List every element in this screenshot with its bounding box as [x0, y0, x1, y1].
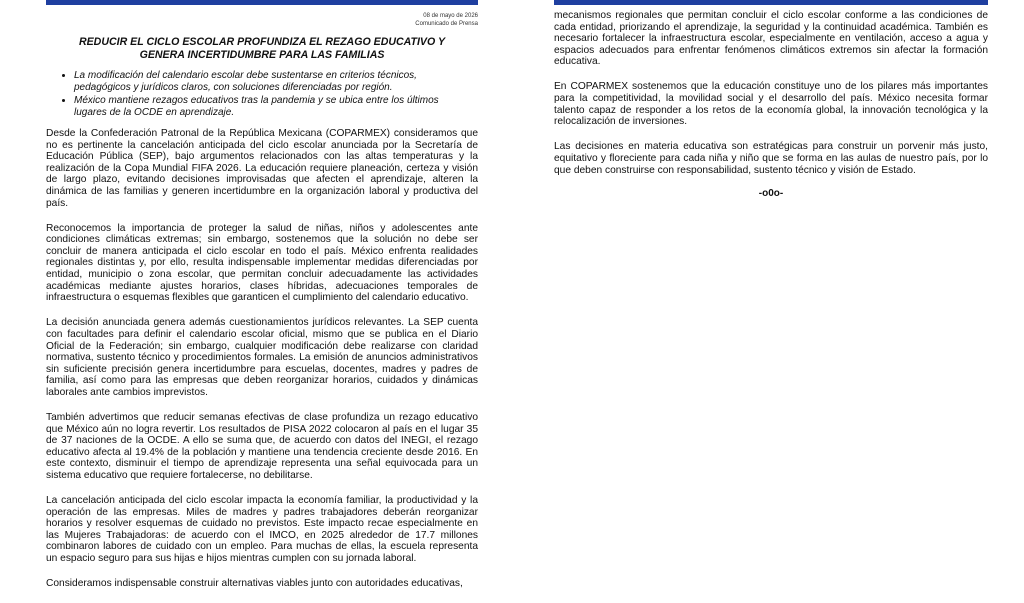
- paragraph: Reconocemos la importancia de proteger la salud de niñas, niños y adolescentes ante condiciones climáticas extremas; sin embargo, sostenemos que la solución no debe ser concluir de manera anticipada el ciclo escolar en todo el país. México enfrenta realidades regionales distintas y, por ello, resulta indispensable implementar medidas diferenciadas por entidad, municipio o zona escolar, que permitan concluir adecuadamente las actividades académicas mediante ajustes horarios, clases híbridas, adecuaciones temporales de infraestructura o esquemas flexibles que garanticen el cumplimiento del calendario educativo.: [46, 222, 478, 304]
- press-release-title: REDUCIR EL CICLO ESCOLAR PROFUNDIZA EL REZAGO EDUCATIVO Y GENERA INCERTIDUMBRE PARA LAS FAMILIAS: [78, 36, 446, 61]
- press-release-page-2: [554, 0, 988, 576]
- paragraph: En COPARMEX sostenemos que la educación constituye uno de los pilares más importantes para la competitividad, la movilidad social y el desarrollo del país. México necesita formar talento capaz de responder a los retos de la economía global, la innovación tecnológica y la relocalización de inversiones.: [554, 81, 988, 128]
- key-point: • La modificación del calendario escolar debe sustentarse en criterios técnicos, pedagógicos y jurídicos claros, con soluciones diferenciadas por región.: [74, 70, 470, 93]
- document-date: 08 de mayo de 2026: [423, 13, 478, 19]
- header-color-bar: [46, 0, 478, 5]
- paragraph: También advertimos que reducir semanas efectivas de clase profundiza un rezago educativo que México aún no logra revertir. Los resultados de PISA 2022 colocaron al país en el lugar 35 de 37 naciones de la OCDE. A ello se suma que, de acuerdo con datos del INEGI, el rezago educativo afecta al 19.4% de la población y mantiene una tendencia creciente desde 2016. En este contexto, disminuir el tiempo de aprendizaje representa una señal equivocada para un sistema educativo que requiere fortalecerse, no debilitarse.: [46, 411, 478, 481]
- paragraph: Consideramos indispensable construir alternativas viables junto con autoridades educativas,: [46, 578, 463, 590]
- paragraph: Las decisiones en materia educativa son estratégicas para construir un porvenir más justo, equitativo y floreciente para cada niña y niño que se forma en las aulas de nuestro país, por lo que deben construirse con responsabilidad, sustento técnico y visión de Estado.: [554, 141, 988, 176]
- paragraph: La cancelación anticipada del ciclo escolar impacta la economía familiar, la productividad y la operación de las empresas. Miles de madres y padres trabajadores deberán reorganizar horarios y resolver esquemas de cuidado no previstos. Este impacto recae especialmente en las Mujeres Trabajadoras: de acuerdo con el IMCO, en 2025 alrededor de 17.7 millones combinaron labores de cuidado con un empleo. Para muchas de ellas, la escuela representa un espacio seguro para sus hijas e hijos mientras cumplen con su jornada laboral.: [46, 495, 478, 564]
- key-point: • México mantiene rezagos educativos tras la pandemia y se ubica entre los últimos lugares de la OCDE en aprendizaje.: [74, 95, 470, 118]
- document-type: Comunicado de Prensa: [415, 21, 478, 27]
- paragraph: mecanismos regionales que permitan concluir el ciclo escolar conforme a las condiciones de cada entidad, priorizando el aprendizaje, la seguridad y la continuidad académica. También es necesario fortalecer la infraestructura escolar, especialmente en ventilación, acceso a agua y espacios adecuados para enfrentar fenómenos climáticos extremos sin afectar la formación educativa.: [554, 10, 988, 68]
- header-color-bar: [554, 0, 988, 5]
- document-meta: [415, 12, 478, 28]
- paragraph: Desde la Confederación Patronal de la República Mexicana (COPARMEX) consideramos que no es pertinente la cancelación anticipada del ciclo escolar anunciada por la Secretaría de Educación Pública (SEP), bajo argumentos relacionados con las altas temperaturas y la realización de la Copa Mundial FIFA 2026. La educación requiere planeación, certeza y visión de largo plazo, evitando decisiones improvisadas que afecten el aprendizaje, alteren la dinámica de las familias y generen incertidumbre en la organización laboral y productiva del país.: [46, 128, 478, 209]
- press-release-page-1: [46, 0, 478, 590]
- closing-mark: -o0o-: [758, 187, 784, 199]
- body-text: [554, 10, 988, 199]
- paragraph: La decisión anunciada genera además cuestionamientos jurídicos relevantes. La SEP cuenta con facultades para definir el calendario escolar oficial, mismo que se publica en el Diario Oficial de la Federación; sin embargo, cualquier modificación debe realizarse con claridad normativa, sustento técnico y procedimientos formales. La emisión de anuncios administrativos sin suficiente precisión genera incertidumbre para escuelas, docentes, madres y padres de familia, así como para las empresas que deben reorganizar horarios, cuidados y dinámicas laborales ante cambios imprevistos.: [46, 317, 478, 398]
- body-text: [46, 128, 478, 603]
- key-points-list: [60, 70, 470, 120]
